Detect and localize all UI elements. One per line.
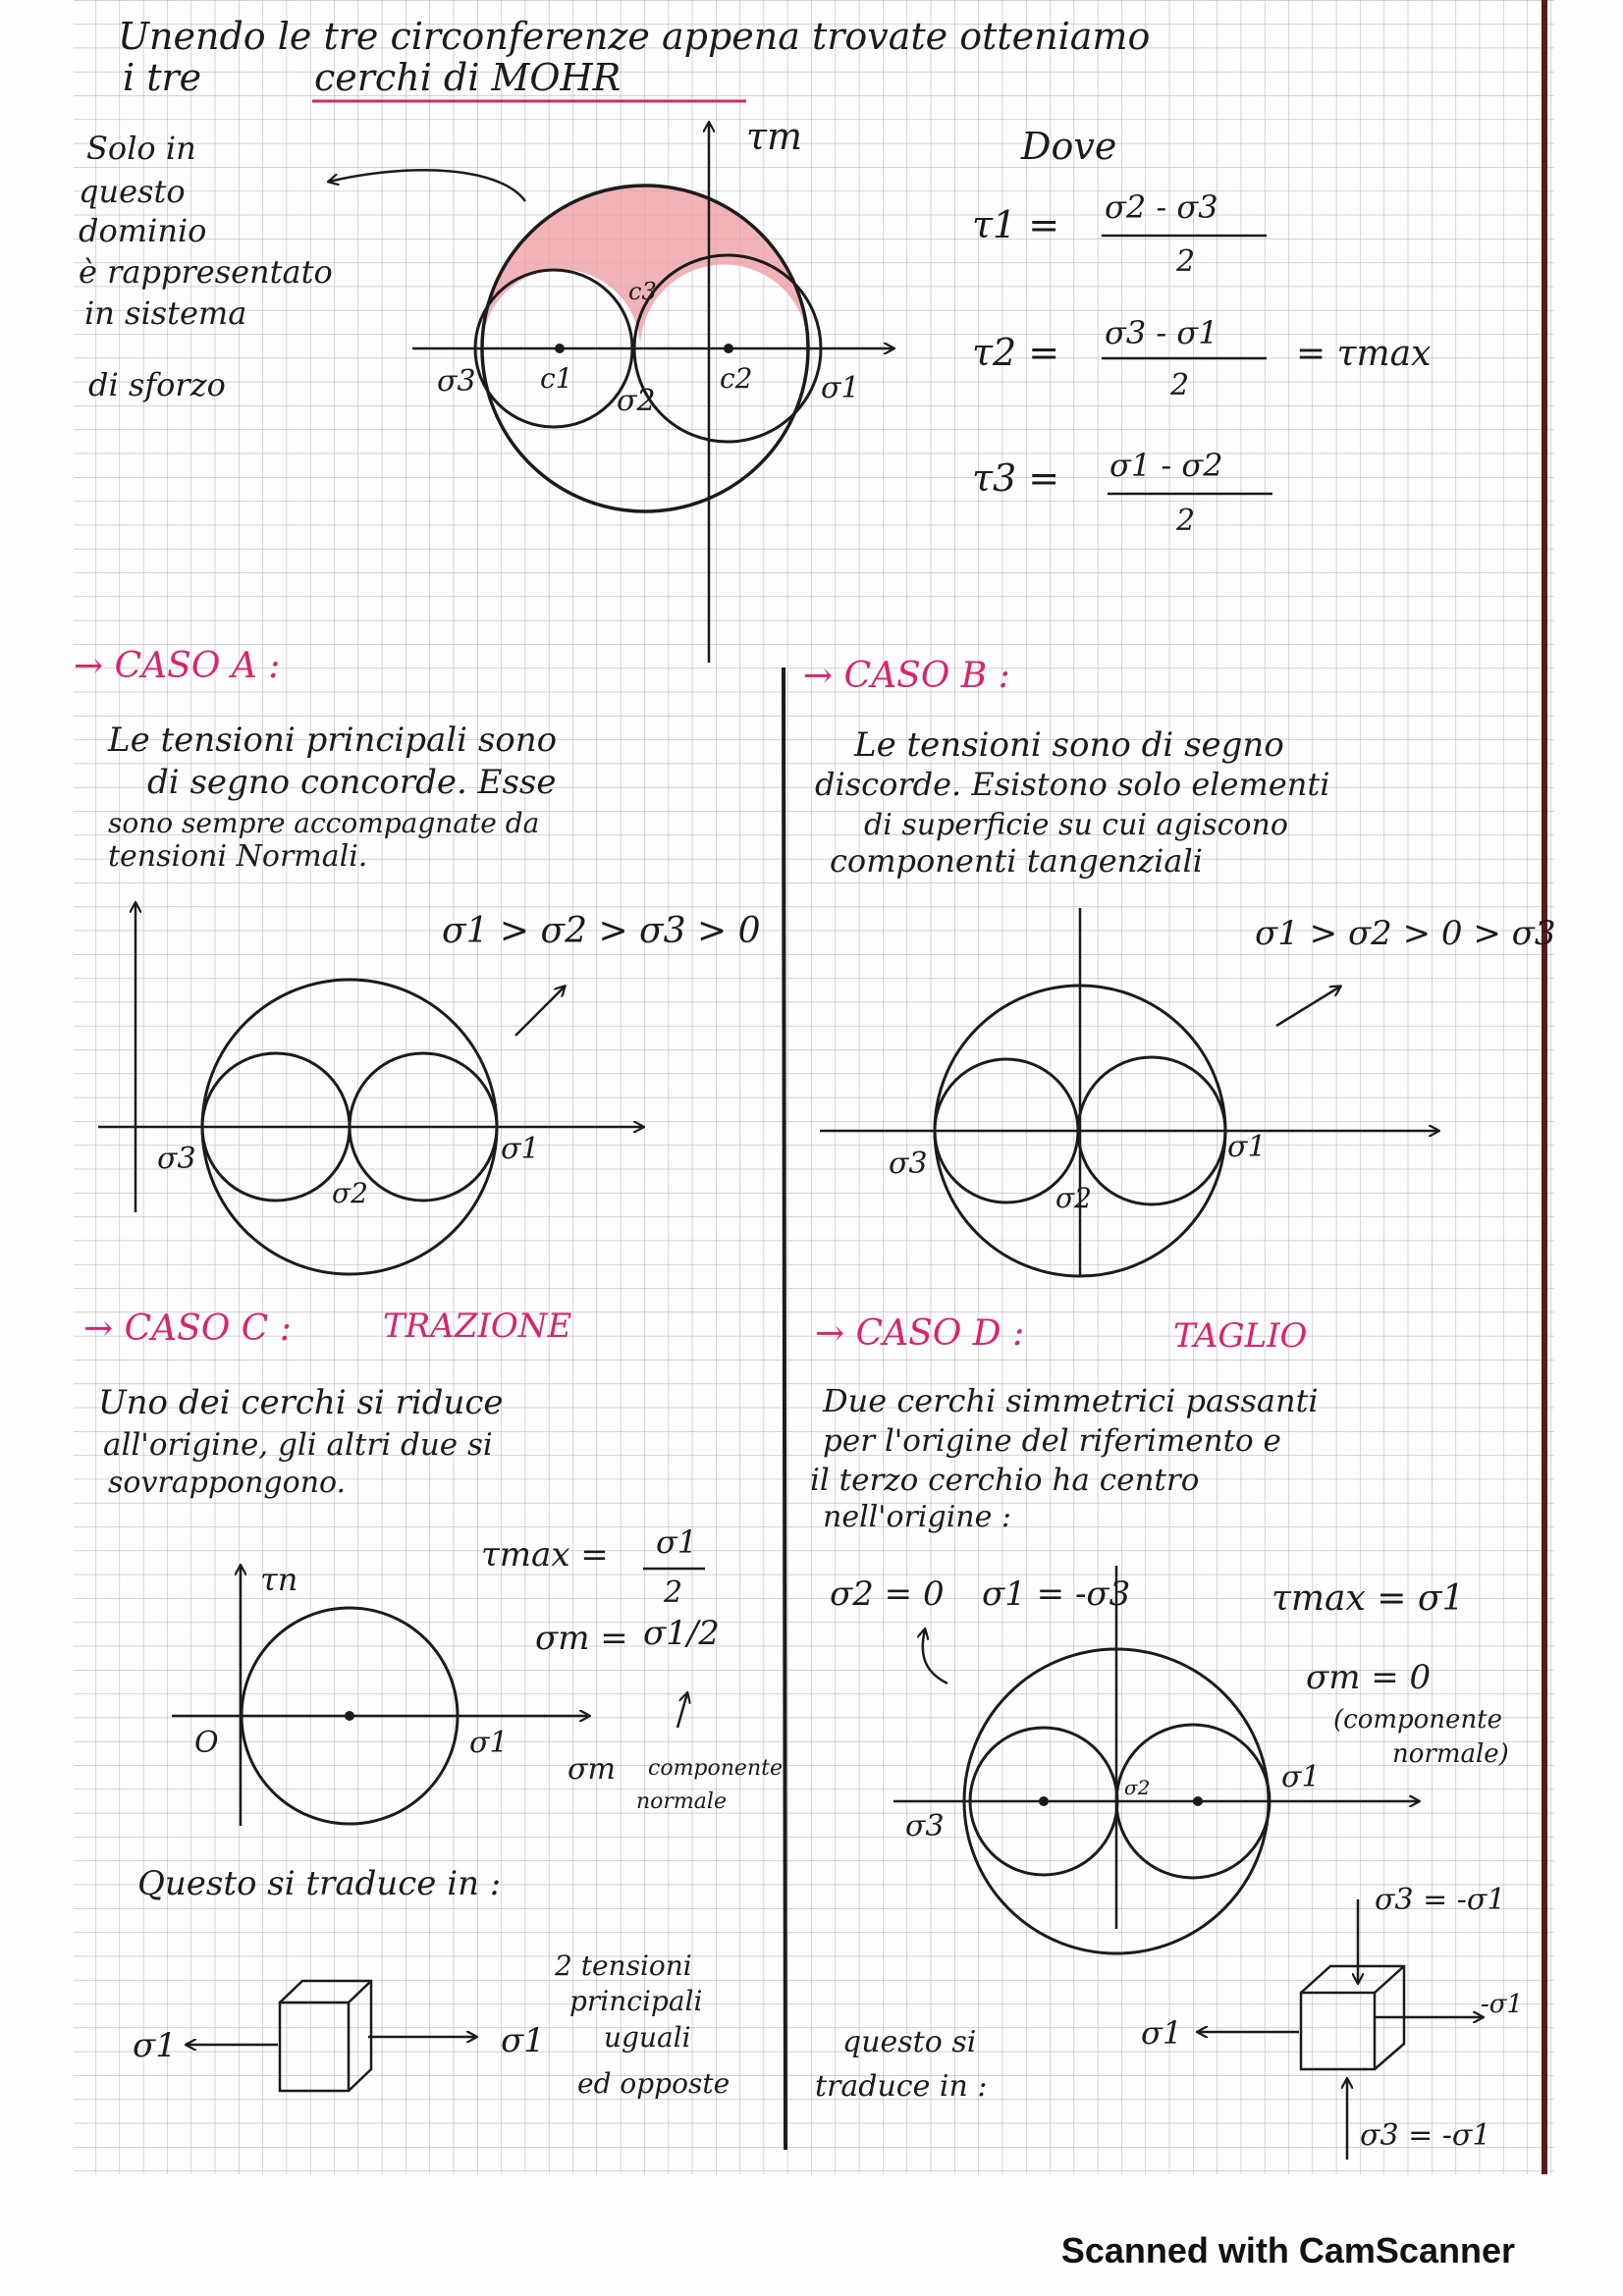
caso-c-text: Uno dei cerchi si riduce bbox=[98, 1383, 504, 1422]
caso-b-text: componenti tangenziali bbox=[830, 842, 1203, 880]
top-note-line: Solo in bbox=[86, 130, 196, 167]
label-c2: c2 bbox=[720, 362, 753, 395]
center-point bbox=[1193, 1796, 1203, 1806]
caso-d-text: nell'origine : bbox=[823, 1500, 1012, 1534]
caso-b-inequality: σ1 > σ2 > 0 > σ3 bbox=[1255, 914, 1556, 953]
top-note-line: questo bbox=[79, 173, 186, 210]
note-line: uguali bbox=[604, 2021, 691, 2054]
caso-b-text: di superficie su cui agiscono bbox=[864, 808, 1288, 842]
label-sigma1: σ1 bbox=[501, 1132, 540, 1166]
formula-den: 2 bbox=[1176, 504, 1196, 538]
formula-lhs: τ3 = bbox=[972, 456, 1060, 500]
label-sigma2: σ2 bbox=[1124, 1776, 1151, 1799]
note-line: ed opposte bbox=[577, 2067, 730, 2100]
tmax-num: σ1 bbox=[656, 1523, 698, 1561]
caso-a-text: di segno concorde. Esse bbox=[147, 763, 557, 802]
tmax: τmax = σ1 bbox=[1271, 1578, 1465, 1619]
tmax-lhs: τmax = bbox=[481, 1535, 609, 1575]
tau-axis-label: τm bbox=[746, 115, 803, 158]
label-sigma3: σ3 bbox=[889, 1147, 928, 1181]
label-sigma3: σ3 bbox=[437, 364, 476, 399]
translates-label: traduce in : bbox=[815, 2069, 988, 2104]
label-sigma3: σ3 bbox=[157, 1142, 196, 1176]
caso-b-text: Le tensioni sono di segno bbox=[854, 725, 1284, 765]
label-sigma1: σ1 bbox=[469, 1726, 509, 1760]
formula-num: σ2 - σ3 bbox=[1105, 188, 1218, 226]
label-sigma1: σ1 bbox=[1227, 1130, 1267, 1164]
label-sigma2: σ2 bbox=[617, 384, 656, 418]
caso-d-subtitle: TAGLIO bbox=[1173, 1316, 1308, 1356]
formula-den: 2 bbox=[1176, 244, 1196, 279]
sm-value: σ1/2 bbox=[643, 1614, 720, 1653]
sm-lhs: σm = bbox=[535, 1619, 628, 1658]
sm-note: (componente bbox=[1333, 1705, 1503, 1735]
sm: σm = 0 bbox=[1306, 1658, 1432, 1697]
header-line-2-prefix: i tre bbox=[123, 56, 202, 99]
scanner-watermark: Scanned with CamScanner bbox=[1060, 2230, 1515, 2270]
caso-c-text: all'origine, gli altri due si bbox=[103, 1427, 493, 1463]
condition-1: σ2 = 0 bbox=[830, 1575, 945, 1614]
caso-d-text: il terzo cerchio ha centro bbox=[810, 1463, 1200, 1498]
caso-a-title: → CASO A : bbox=[74, 646, 281, 686]
formula-num: σ1 - σ2 bbox=[1109, 447, 1223, 484]
label-sigma1: σ1 bbox=[821, 371, 860, 405]
label-origin: O bbox=[194, 1726, 219, 1760]
formula-den: 2 bbox=[1170, 368, 1190, 402]
formula-rhs: = τmax bbox=[1296, 334, 1432, 374]
header-line-2-highlight: cerchi di MOHR bbox=[314, 56, 622, 99]
formula-num: σ3 - σ1 bbox=[1105, 314, 1218, 351]
caso-b-text: discorde. Esistono solo elementi bbox=[815, 766, 1330, 803]
tau-axis-label: τn bbox=[260, 1561, 298, 1598]
caso-a-inequality: σ1 > σ2 > σ3 > 0 bbox=[442, 911, 761, 951]
top-note-line: è rappresentato bbox=[79, 253, 333, 291]
sm-note: normale) bbox=[1392, 1739, 1509, 1769]
caso-d-text: per l'origine del riferimento e bbox=[823, 1423, 1281, 1459]
center-point bbox=[555, 344, 565, 353]
sm-note: σm bbox=[568, 1752, 616, 1787]
cube-right-label: -σ1 bbox=[1481, 1990, 1524, 2019]
caso-a-text: sono sempre accompagnate da bbox=[108, 807, 540, 839]
caso-d-title: → CASO D : bbox=[815, 1313, 1025, 1354]
header-line-1: Unendo le tre circonferenze appena trovate otteniamo bbox=[118, 15, 1151, 58]
cube-bottom-label: σ3 = -σ1 bbox=[1360, 2118, 1491, 2153]
top-note-line: di sforzo bbox=[88, 366, 226, 403]
caso-b-title: → CASO B : bbox=[803, 656, 1010, 696]
cube-left-label: σ1 bbox=[1141, 2014, 1183, 2052]
center-point bbox=[1039, 1796, 1049, 1806]
cube-top-label: σ3 = -σ1 bbox=[1375, 1883, 1506, 1917]
top-note-line: in sistema bbox=[84, 294, 247, 332]
caso-c-subtitle: TRAZIONE bbox=[383, 1307, 572, 1346]
label-sigma1: σ1 bbox=[1281, 1760, 1321, 1794]
label-c1: c1 bbox=[540, 362, 573, 395]
caso-d-text: Due cerchi simmetrici passanti bbox=[823, 1382, 1319, 1419]
tmax-den: 2 bbox=[664, 1575, 683, 1610]
note-line: principali bbox=[569, 1985, 703, 2017]
formula-lhs: τ2 = bbox=[972, 331, 1060, 374]
note-line: 2 tensioni bbox=[555, 1949, 692, 1982]
grid-paper bbox=[74, 0, 1554, 2174]
center-point bbox=[345, 1711, 354, 1721]
caso-c-text: sovrappongono. bbox=[108, 1466, 347, 1500]
top-note-line: dominio bbox=[79, 212, 207, 249]
center-point bbox=[724, 344, 733, 353]
dove-label: Dove bbox=[1021, 125, 1117, 168]
vertical-divider bbox=[784, 667, 785, 2150]
sm-note: componente bbox=[648, 1756, 783, 1781]
force-label-right: σ1 bbox=[501, 2021, 545, 2060]
caso-c-title: → CASO C : bbox=[83, 1308, 292, 1349]
translates-label: questo si bbox=[842, 2025, 977, 2059]
sm-note: normale bbox=[636, 1789, 727, 1814]
formula-lhs: τ1 = bbox=[972, 203, 1060, 246]
label-sigma2: σ2 bbox=[332, 1177, 368, 1209]
caso-a-text: Le tensioni principali sono bbox=[108, 721, 558, 760]
translates-label: Questo si traduce in : bbox=[137, 1864, 502, 1903]
force-label-left: σ1 bbox=[133, 2026, 177, 2065]
label-c3: c3 bbox=[628, 278, 657, 305]
condition-2: σ1 = -σ3 bbox=[982, 1575, 1131, 1614]
caso-a-text: tensioni Normali. bbox=[108, 839, 368, 874]
label-sigma3: σ3 bbox=[905, 1809, 945, 1843]
label-sigma2: σ2 bbox=[1055, 1182, 1092, 1214]
